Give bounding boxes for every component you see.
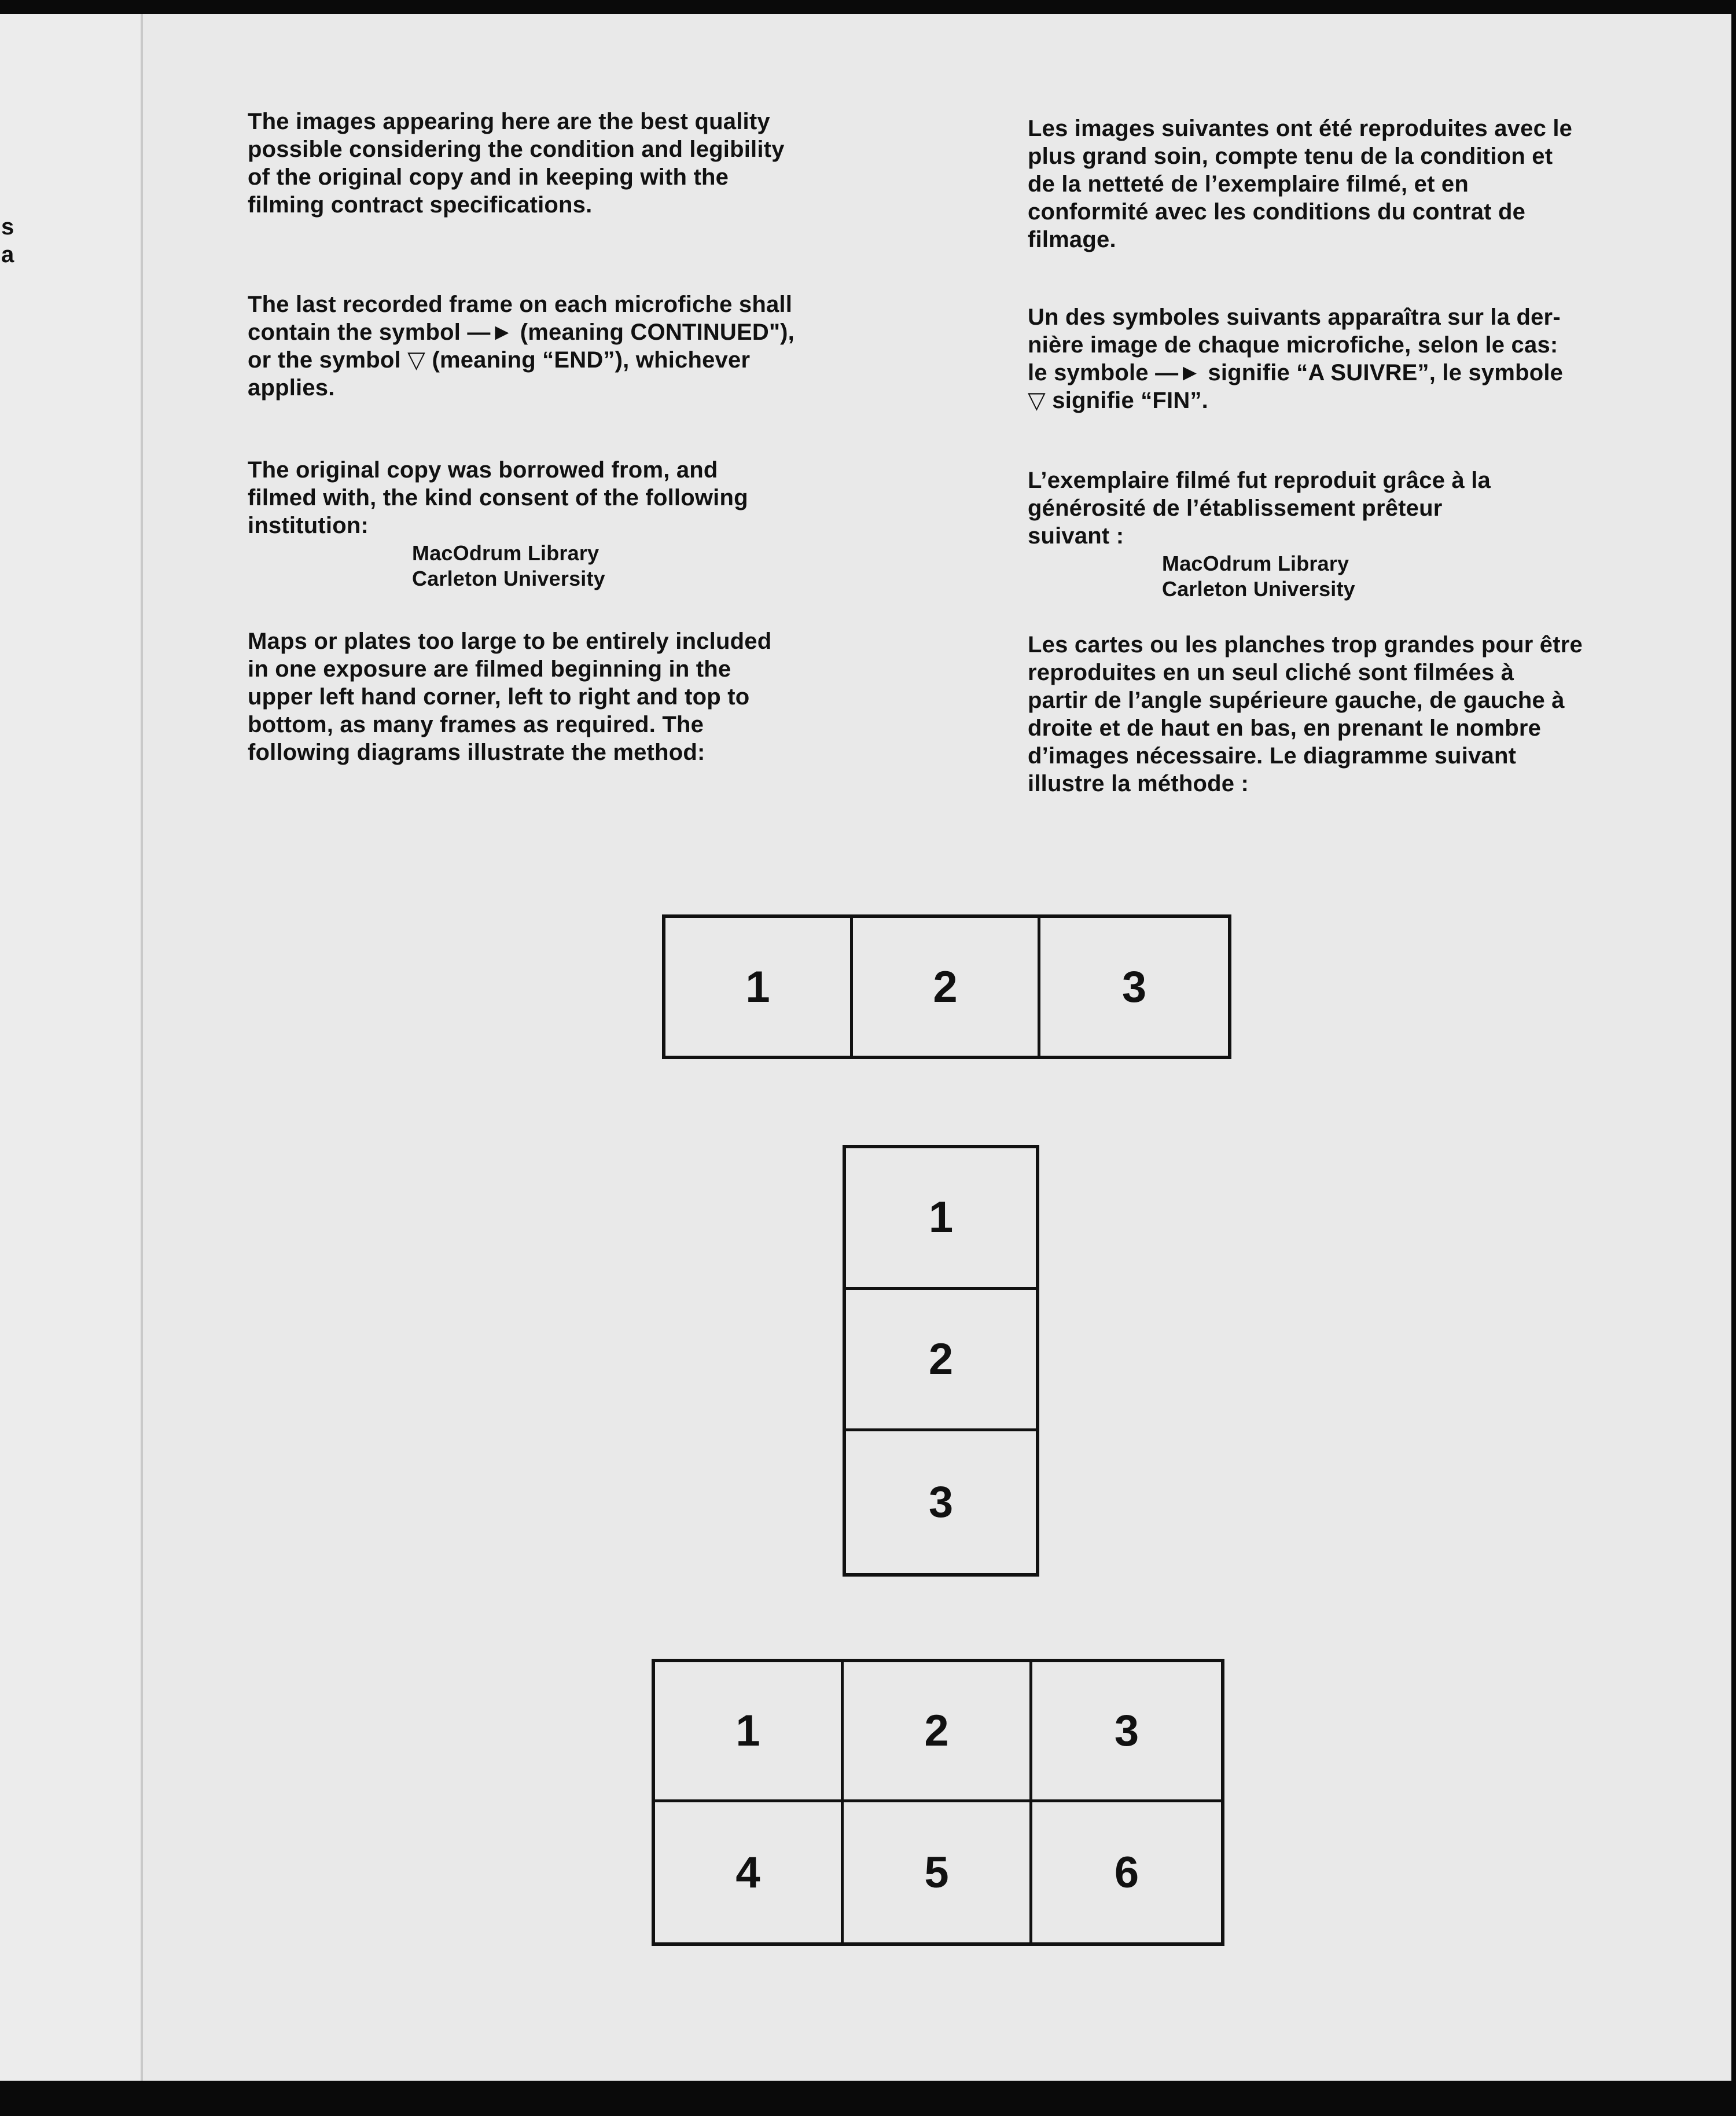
french-column: [1028, 115, 1722, 798]
french-institution: MacOdrum Library Carleton University: [1162, 552, 1355, 601]
french-borrowed-paragraph: L’exemplaire filmé fut reproduit grâce à la générosité de l’établissement prêteur suivant :: [1028, 468, 1491, 549]
grid-frame-diagram: [652, 1659, 1224, 1946]
diagram-cell: 3: [928, 1478, 954, 1527]
diagram-cell: 2: [844, 1662, 1032, 1802]
diagram-cell: 3: [1121, 962, 1147, 1012]
english-column: [248, 108, 896, 766]
vertical-frame-diagram: [843, 1145, 1039, 1577]
english-borrowed-paragraph: The original copy was borrowed from, and filmed with, the kind consent of the following institution:: [248, 457, 748, 538]
diagram-cell: 4: [655, 1802, 844, 1942]
english-symbol-paragraph: The last recorded frame on each microfiche shall contain the symbol —► (meaning CONTINUED"), or the symbol ▽ (meaning “END”), whichever applies.: [248, 292, 795, 401]
film-top-border: [0, 0, 1736, 14]
english-quality-paragraph: The images appearing here are the best quality possible considering the condition and legibility of the original copy and in keeping with the filming contract specifications.: [248, 109, 785, 218]
page-fold-line: [141, 14, 143, 2081]
diagram-cell: 2: [853, 918, 1040, 1056]
diagram-cell: 6: [1114, 1847, 1139, 1897]
french-maps-paragraph: Les cartes ou les planches trop grandes pour être reproduites en un seul cliché sont filmées à partir de l’angle supérieure gauche, de gauche à droite et de haut en bas, en prenant le nombre d’images nécessaire. Le diagramme suivant illustre la méthode :: [1028, 632, 1583, 796]
diagram-cell: 2: [846, 1290, 1036, 1432]
french-symbol-paragraph: Un des symboles suivants apparaîtra sur la der- nière image de chaque microfiche, selon le cas: le symbole —► signifie “A SUIVRE”, le symbole ▽ signifie “FIN”.: [1028, 304, 1564, 413]
diagram-cell: 3: [1032, 1662, 1221, 1802]
film-right-border: [1731, 0, 1736, 2116]
previous-page-strip: [0, 14, 142, 2081]
film-bottom-border: [0, 2081, 1736, 2116]
diagram-cell: 1: [846, 1148, 1036, 1290]
english-maps-paragraph: Maps or plates too large to be entirely included in one exposure are filmed beginning in the upper left hand corner, left to right and top to bottom, as many frames as required. The following diagrams illustrate the method:: [248, 629, 772, 765]
margin-fragment-s: s: [1, 214, 14, 240]
margin-fragment-a: a: [1, 242, 14, 267]
french-quality-paragraph: Les images suivantes ont été reproduites avec le plus grand soin, compte tenu de la condition et de la netteté de l’exemplaire filmé, et en conformité avec les conditions du contrat de filmage.: [1028, 116, 1573, 252]
diagram-cell: 1: [665, 918, 853, 1056]
horizontal-frame-diagram: [662, 914, 1231, 1059]
diagram-cell: 5: [844, 1802, 1032, 1942]
english-institution: MacOdrum Library Carleton University: [412, 541, 605, 590]
diagram-cell: 1: [655, 1662, 844, 1802]
